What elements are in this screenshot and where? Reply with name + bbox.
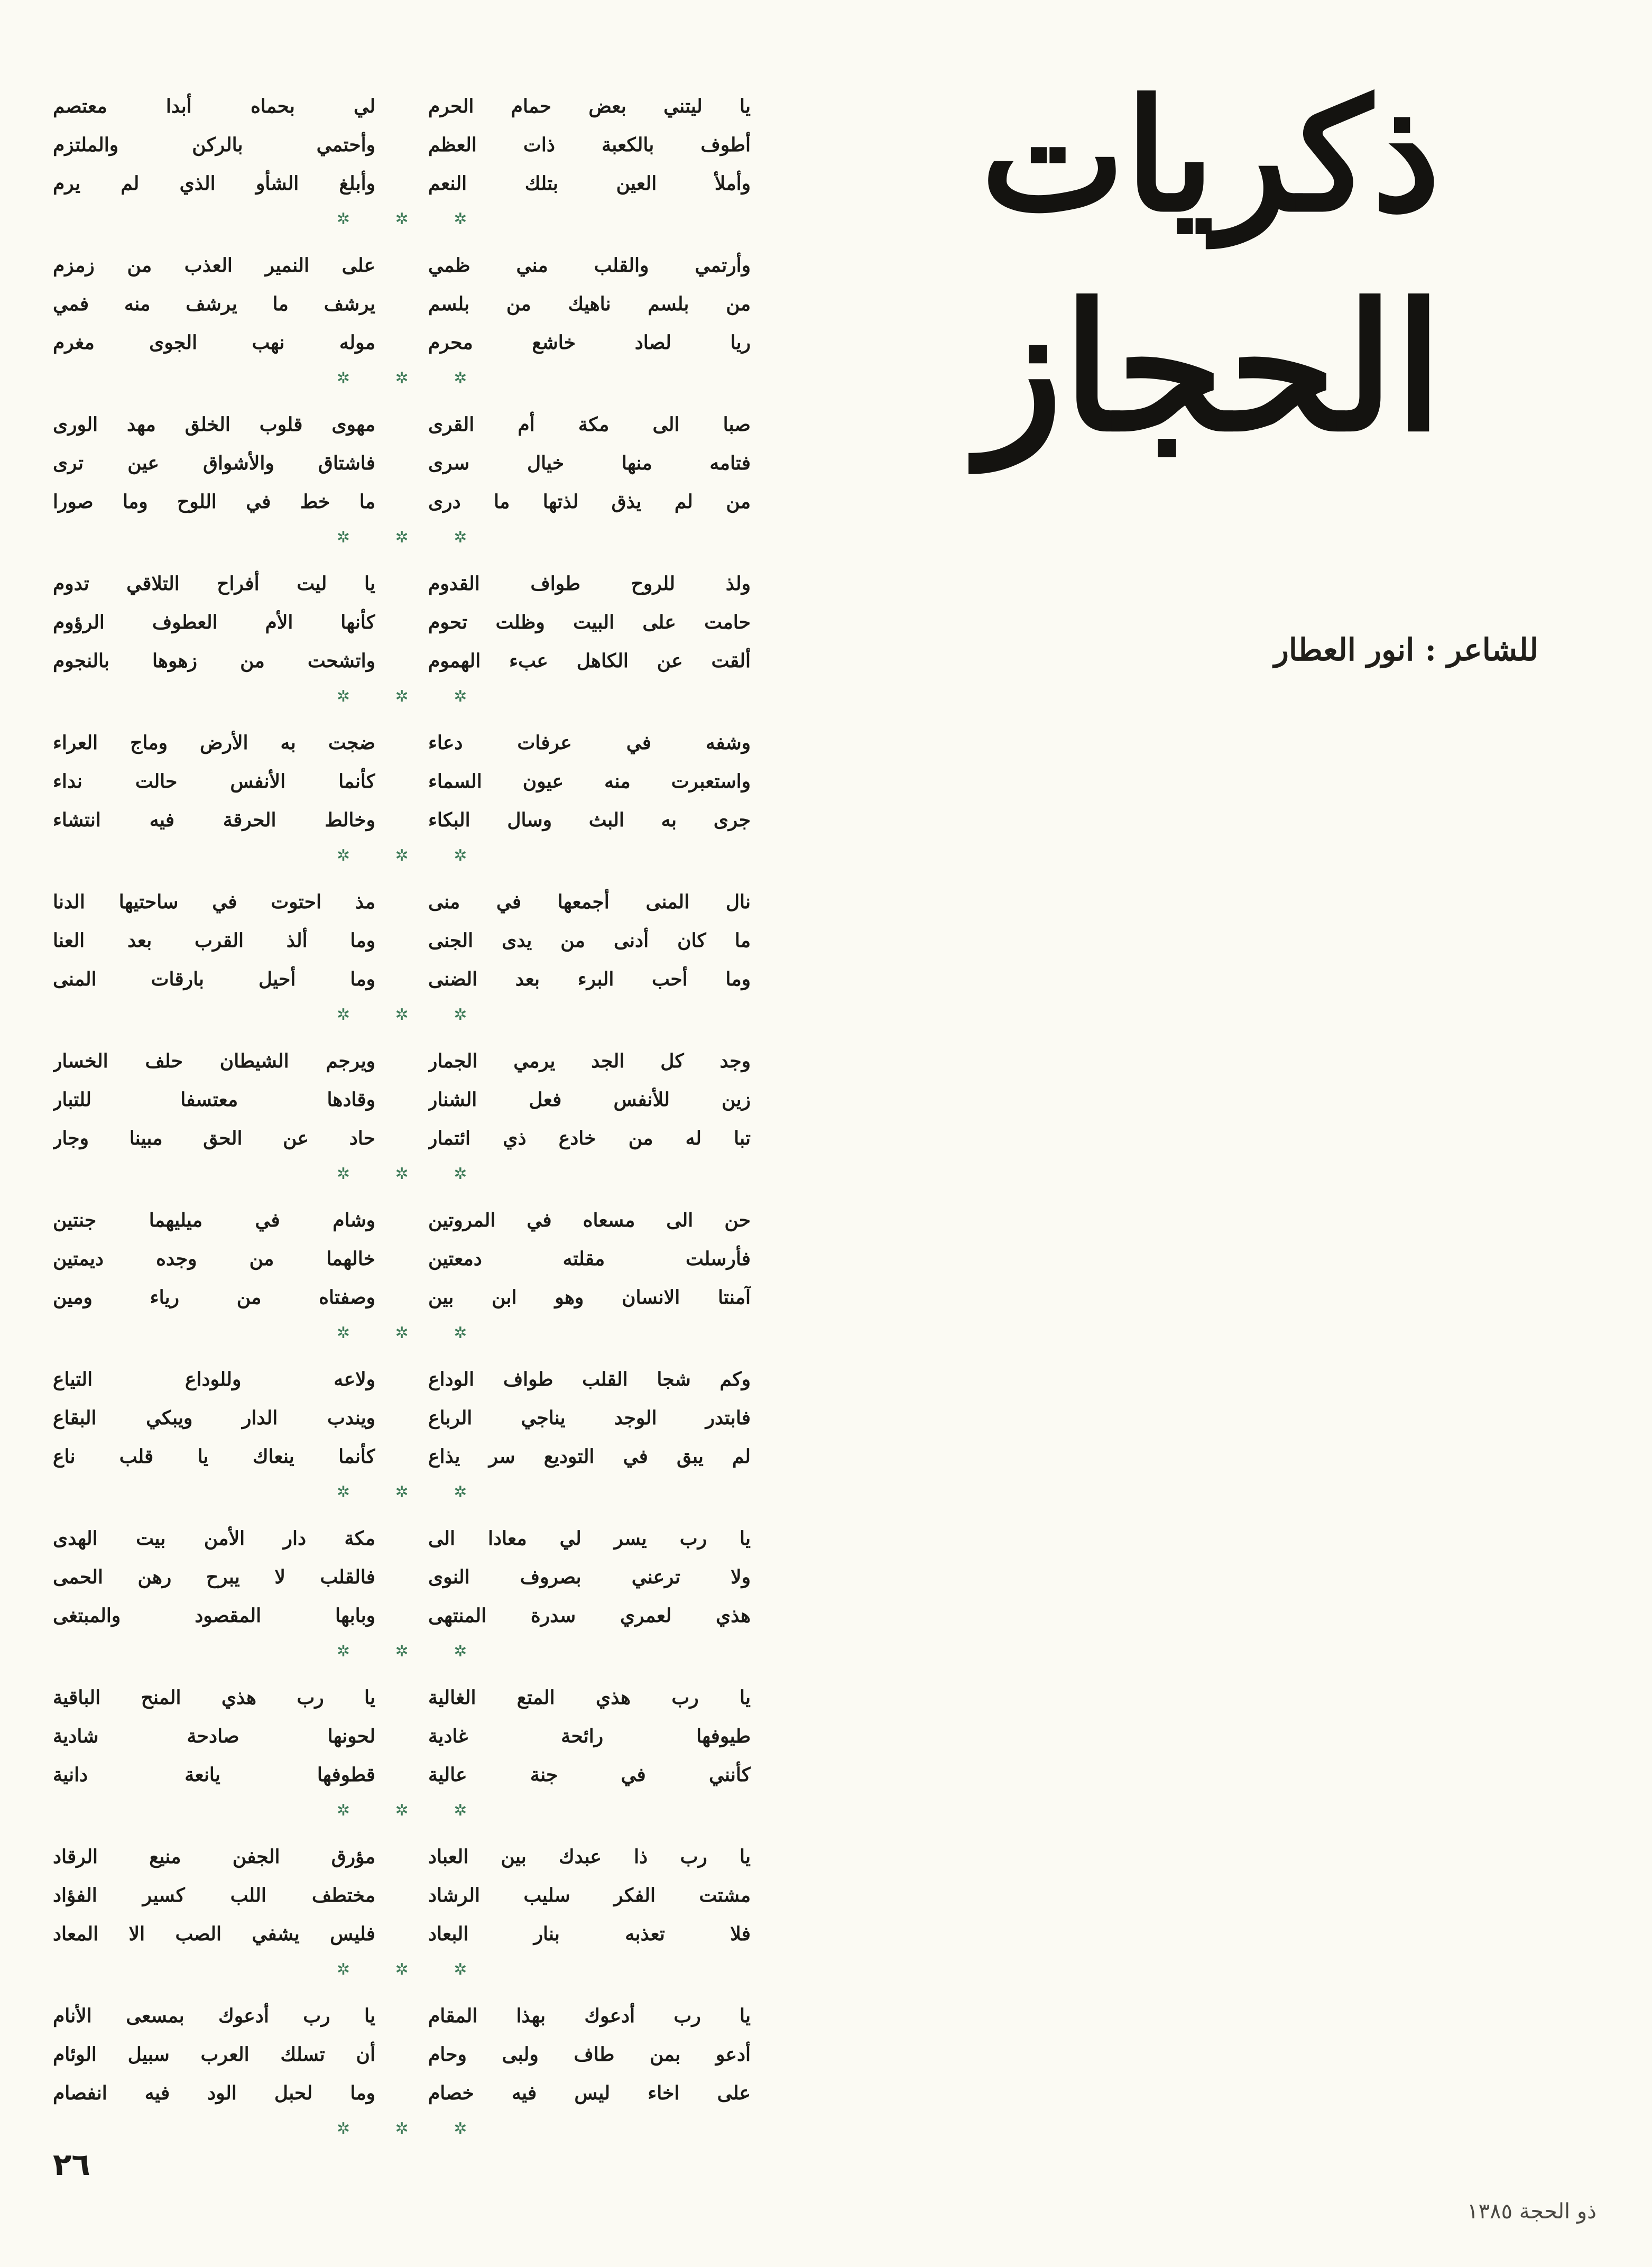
first-hemistich: كأنني في جنة عالية (428, 1764, 751, 1786)
verse-line (53, 1119, 751, 1158)
first-hemistich: صبا الى مكة أم القرى (428, 413, 751, 436)
verse-line (53, 406, 751, 444)
second-hemistich: ويرجم الشيطان حلف الخسار (53, 1050, 375, 1072)
verse-line (53, 1838, 751, 1876)
stanza (53, 1679, 751, 1838)
verse-line (53, 1201, 751, 1240)
poet-byline: للشاعر : انور العطار (1273, 632, 1538, 668)
stanza-divider-icon: ✲ ✲ ✲ (336, 528, 487, 547)
first-hemistich: لم يبق في التوديع سر يذاع (428, 1445, 751, 1468)
stanza (53, 1997, 751, 2156)
second-hemistich: يا ليت أفراح التلاقي تدوم (53, 573, 375, 595)
first-hemistich: آمنتا الانسان وهو ابن بين (428, 1286, 751, 1308)
second-hemistich: وخالط الحرقة فيه انتشاء (53, 809, 375, 831)
second-hemistich: مؤرق الجفن منيع الرقاد (53, 1846, 375, 1868)
first-hemistich: فابتدر الوجد يناجي الرباع (428, 1407, 751, 1429)
first-hemistich: حن الى مسعاه في المروتين (428, 1209, 751, 1231)
verse-line (53, 1081, 751, 1119)
stanza-divider-icon: ✲ ✲ ✲ (336, 1483, 487, 1501)
first-hemistich: زين للأنفس فعل الشنار (428, 1089, 751, 1111)
second-hemistich: فاشتاق والأشواق عين ترى (53, 452, 375, 474)
first-hemistich: يا ليتني بعض حمام الحرم (428, 95, 751, 117)
verse-line (53, 960, 751, 999)
second-hemistich: ولاعه وللوداع التياع (53, 1368, 375, 1390)
second-hemistich: وأبلغ الشأو الذي لم يرم (53, 172, 375, 195)
first-hemistich: وجد كل الجد يرمي الجمار (428, 1050, 751, 1072)
second-hemistich: وبابها المقصود والمبتغى (53, 1605, 375, 1627)
second-hemistich: ضجت به الأرض وماج العراء (53, 732, 375, 754)
stanza-divider-icon: ✲ ✲ ✲ (336, 1801, 487, 1820)
second-hemistich: واتشحت من زهوها بالنجوم (53, 650, 375, 672)
verse-line (53, 1997, 751, 2035)
first-hemistich: مشتت الفكر سليب الرشاد (428, 1884, 751, 1906)
first-hemistich: على اخاء ليس فيه خصام (428, 2082, 751, 2104)
title-line-2: الحجاز (978, 265, 1443, 470)
verse-line (53, 642, 751, 680)
stanza-divider-icon: ✲ ✲ ✲ (336, 687, 487, 706)
verse-line (53, 126, 751, 164)
verse-line (53, 1240, 751, 1278)
verse-line (53, 444, 751, 483)
first-hemistich: يا رب أدعوك بهذا المقام (428, 2005, 751, 2027)
stanza (53, 1838, 751, 1997)
first-hemistich: فأرسلت مقلته دمعتين (428, 1248, 751, 1270)
verse-line (53, 2035, 751, 2074)
second-hemistich: وأحتمي بالركن والملتزم (53, 134, 375, 156)
second-hemistich: خالهما من وجده ديمتين (53, 1248, 375, 1270)
first-hemistich: جرى به البث وسال البكاء (428, 809, 751, 831)
second-hemistich: حاد عن الحق مبينا وجار (53, 1127, 375, 1149)
stanza-divider-icon: ✲ ✲ ✲ (336, 1642, 487, 1661)
first-hemistich: ما كان أدنى من يدى الجنى (428, 929, 751, 952)
second-hemistich: ما خط في اللوح وما صورا (53, 491, 375, 513)
verse-line (53, 2074, 751, 2113)
verse-line (53, 164, 751, 203)
first-hemistich: يا رب هذي المتع الغالية (428, 1687, 751, 1709)
verse-line (53, 1558, 751, 1597)
first-hemistich: أطوف بالكعبة ذات العظم (428, 134, 751, 156)
verse-line (53, 483, 751, 521)
verse-line (53, 246, 751, 285)
stanza-divider-icon: ✲ ✲ ✲ (336, 2119, 487, 2138)
stanza (53, 1042, 751, 1201)
second-hemistich: على النمير العذب من زمزم (53, 254, 375, 277)
second-hemistich: قطوفها يانعة دانية (53, 1764, 375, 1786)
stanza (53, 1360, 751, 1519)
second-hemistich: مهوى قلوب الخلق مهد الورى (53, 413, 375, 436)
verse-line (53, 603, 751, 642)
second-hemistich: وقادها معتسفا للتبار (53, 1089, 375, 1111)
first-hemistich: وكم شجا القلب طواف الوداع (428, 1368, 751, 1390)
first-hemistich: ألقت عن الكاهل عبء الهموم (428, 650, 751, 672)
first-hemistich: تبا له من خادع ذي ائتمار (428, 1127, 751, 1149)
first-hemistich: وأرتمي والقلب مني ظمي (428, 254, 751, 277)
second-hemistich: وما أحيل بارقات المنى (53, 968, 375, 990)
second-hemistich: وصفتاه من رياء ومين (53, 1286, 375, 1308)
stanza (53, 87, 751, 246)
verse-line (53, 1278, 751, 1317)
stanza-divider-icon: ✲ ✲ ✲ (336, 846, 487, 865)
stanza (53, 246, 751, 406)
second-hemistich: لحونها صادحة شادية (53, 1725, 375, 1747)
first-hemistich: وأملأ العين بتلك النعم (428, 172, 751, 195)
verse-line (53, 1679, 751, 1717)
second-hemistich: وما لحبل الود فيه انفصام (53, 2082, 375, 2104)
verse-line (53, 724, 751, 762)
second-hemistich: كأنما ينعاك يا قلب ناع (53, 1445, 375, 1468)
verse-line (53, 565, 751, 603)
first-hemistich: هذي لعمري سدرة المنتهى (428, 1605, 751, 1627)
verse-line (53, 1360, 751, 1399)
first-hemistich: من لم يذق لذتها ما درى (428, 491, 751, 513)
verse-line (53, 1437, 751, 1476)
verse-line (53, 324, 751, 362)
title-line-1: ذكريات (981, 66, 1441, 246)
issue-date: ذو الحجة ١٣٨٥ (1467, 2199, 1596, 2224)
verse-line (53, 87, 751, 126)
stanza (53, 883, 751, 1042)
page-number: ٢٦ (53, 2146, 90, 2182)
second-hemistich: فليس يشفي الصب الا المعاد (53, 1923, 375, 1945)
stanza (53, 565, 751, 724)
second-hemistich: وشام في ميليهما جنتين (53, 1209, 375, 1231)
stanza-divider-icon: ✲ ✲ ✲ (336, 369, 487, 388)
second-hemistich: يا رب هذي المنح الباقية (53, 1687, 375, 1709)
verse-line (53, 1399, 751, 1437)
second-hemistich: وما ألذ القرب بعد العنا (53, 929, 375, 952)
first-hemistich: أدعو بمن طاف ولبى وحام (428, 2043, 751, 2066)
second-hemistich: مختطف اللب كسير الفؤاد (53, 1884, 375, 1906)
first-hemistich: وشفه في عرفات دعاء (428, 732, 751, 754)
verse-line (53, 1756, 751, 1794)
first-hemistich: وما أحب البرء بعد الضنى (428, 968, 751, 990)
first-hemistich: نال المنى أجمعها في منى (428, 891, 751, 913)
verse-line (53, 1519, 751, 1558)
stanza (53, 1201, 751, 1360)
first-hemistich: طيوفها رائحة غادية (428, 1725, 751, 1747)
second-hemistich: يا رب أدعوك بمسعى الأنام (53, 2005, 375, 2027)
first-hemistich: يا رب ذا عبدك بين العباد (428, 1846, 751, 1868)
verse-line (53, 1042, 751, 1081)
first-hemistich: يا رب يسر لي معادا الى (428, 1527, 751, 1550)
first-hemistich: فتامه منها خيال سرى (428, 452, 751, 474)
second-hemistich: لي بحماه أبدا معتصم (53, 95, 375, 117)
poem-body (53, 87, 751, 2156)
first-hemistich: فلا تعذبه بنار البعاد (428, 1923, 751, 1945)
stanza-divider-icon: ✲ ✲ ✲ (336, 1006, 487, 1024)
verse-line (53, 801, 751, 840)
verse-line (53, 285, 751, 324)
stanza-divider-icon: ✲ ✲ ✲ (336, 1960, 487, 1979)
verse-line (53, 883, 751, 921)
second-hemistich: مذ احتوت في ساحتيها الدنا (53, 891, 375, 913)
verse-line (53, 1597, 751, 1635)
second-hemistich: مكة دار الأمن بيت الهدى (53, 1527, 375, 1550)
second-hemistich: كأنما الأنفس حالت نداء (53, 770, 375, 792)
first-hemistich: ولذ للروح طواف القدوم (428, 573, 751, 595)
verse-line (53, 1915, 751, 1953)
poem-title (798, 66, 1623, 470)
second-hemistich: كأنها الأم العطوف الرؤوم (53, 611, 375, 633)
stanza (53, 406, 751, 565)
first-hemistich: واستعبرت منه عيون السماء (428, 770, 751, 792)
second-hemistich: أن تسلك العرب سبيل الوئام (53, 2043, 375, 2066)
stanza-divider-icon: ✲ ✲ ✲ (336, 210, 487, 228)
verse-line (53, 1876, 751, 1915)
second-hemistich: ويندب الدار ويبكي البقاع (53, 1407, 375, 1429)
stanza (53, 724, 751, 883)
stanza-divider-icon: ✲ ✲ ✲ (336, 1165, 487, 1183)
first-hemistich: ريا لصاد خاشع محرم (428, 331, 751, 354)
verse-line (53, 762, 751, 801)
second-hemistich: موله نهب الجوى مغرم (53, 331, 375, 354)
verse-line (53, 1717, 751, 1756)
stanza (53, 1519, 751, 1679)
first-hemistich: من بلسم ناهيك من بلسم (428, 293, 751, 315)
second-hemistich: فالقلب لا يبرح رهن الحمى (53, 1566, 375, 1588)
stanza-divider-icon: ✲ ✲ ✲ (336, 1324, 487, 1342)
first-hemistich: ولا ترعني بصروف النوى (428, 1566, 751, 1588)
verse-line (53, 921, 751, 960)
second-hemistich: يرشف ما يرشف منه فمي (53, 293, 375, 315)
first-hemistich: حامت على البيت وظلت تحوم (428, 611, 751, 633)
